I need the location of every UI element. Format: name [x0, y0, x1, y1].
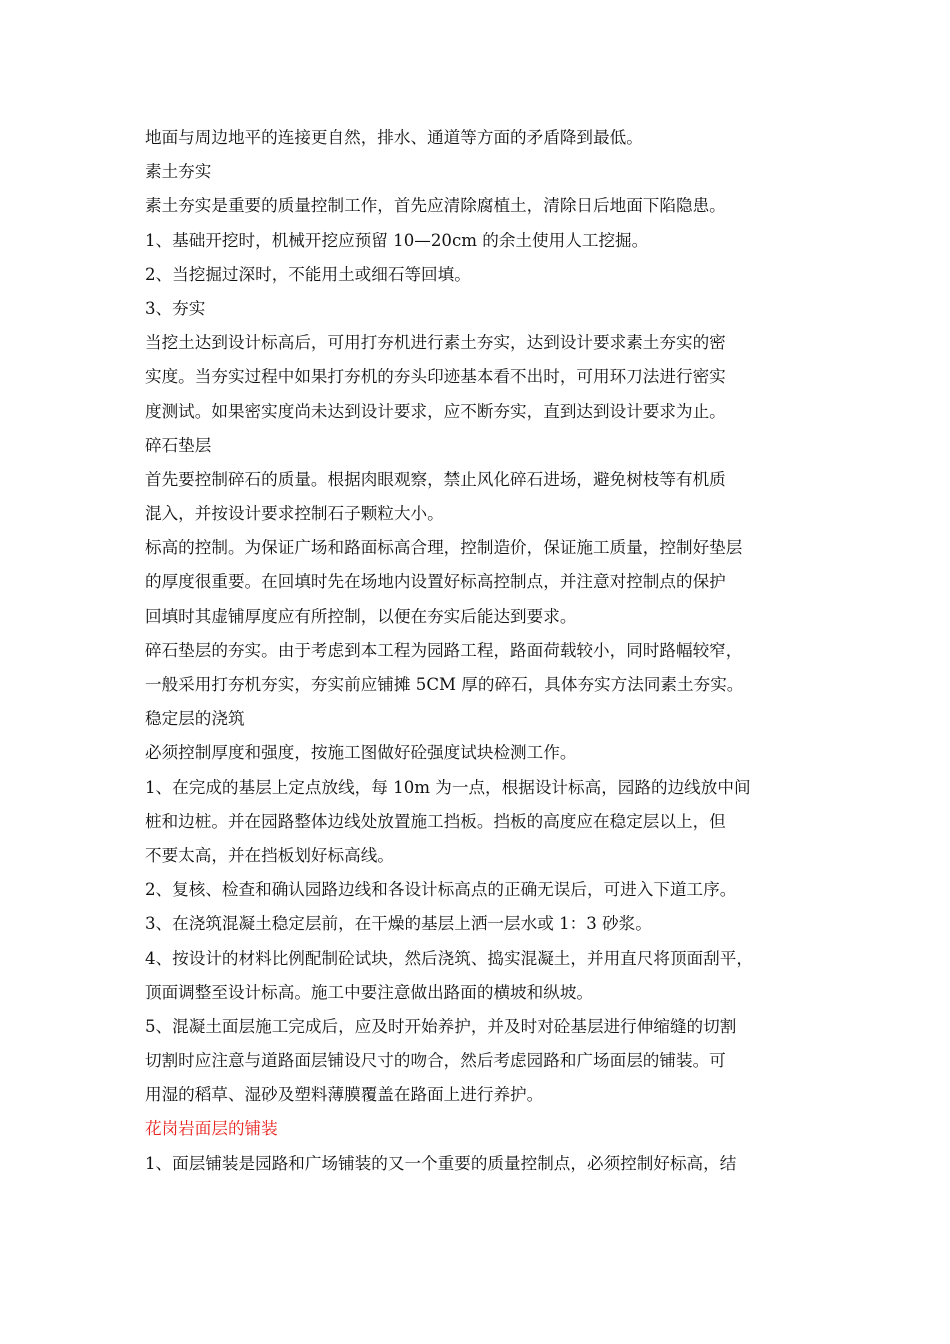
text-line: 素土夯实: [145, 162, 212, 182]
text-line: 当挖土达到设计标高后，可用打夯机进行素土夯实，达到设计要求素土夯实的密: [145, 333, 726, 353]
text-line: 5、混凝土面层施工完成后，应及时开始养护，并及时对砼基层进行伸缩缝的切割: [145, 1016, 737, 1036]
text-line: 顶面调整至设计标高。施工中要注意做出路面的横坡和纵坡。: [145, 982, 594, 1002]
text-line: 必须控制厚度和强度，按施工图做好砼强度试块检测工作。: [145, 743, 577, 763]
text-line: 不要太高，并在挡板划好标高线。: [145, 845, 394, 865]
text-line: 1、在完成的基层上定点放线，每 10m 为一点，根据设计标高，园路的边线放中间: [145, 777, 751, 797]
text-line: 2、当挖掘过深时，不能用土或细石等回填。: [145, 264, 471, 284]
text-line: 1、基础开挖时，机械开挖应预留 10—20cm 的余土使用人工挖掘。: [145, 230, 649, 250]
text-line: 首先要控制碎石的质量。根据肉眼观察，禁止风化碎石进场，避免树枝等有机质: [145, 469, 726, 489]
text-line: 3、在浇筑混凝土稳定层前，在干燥的基层上洒一层水或 1：3 砂浆。: [145, 914, 652, 934]
text-line: 3、夯实: [145, 298, 206, 318]
section-heading-red: 花岗岩面层的铺装: [145, 1119, 278, 1139]
text-line: 度测试。如果密实度尚未达到设计要求，应不断夯实，直到达到设计要求为止。: [145, 401, 726, 421]
text-line: 混入，并按设计要求控制石子颗粒大小。: [145, 504, 444, 524]
text-line: 碎石垫层的夯实。由于考虑到本工程为园路工程，路面荷载较小，同时路幅较窄，: [145, 640, 743, 660]
text-line: 地面与周边地平的连接更自然，排水、通道等方面的矛盾降到最低。: [145, 128, 643, 147]
text-line: 用湿的稻草、湿砂及塑料薄膜覆盖在路面上进行养护。: [145, 1085, 544, 1105]
text-line: 实度。当夯实过程中如果打夯机的夯头印迹基本看不出时，可用环刀法进行密实: [145, 367, 726, 387]
text-line: 标高的控制。为保证广场和路面标高合理，控制造价，保证施工质量，控制好垫层: [145, 538, 743, 558]
text-line: 稳定层的浇筑: [145, 709, 245, 729]
text-line: 碎石垫层: [145, 435, 212, 455]
text-line: 桩和边桩。并在园路整体边线处放置施工挡板。挡板的高度应在稳定层以上，但: [145, 811, 726, 831]
text-line: 回填时其虚铺厚度应有所控制，以便在夯实后能达到要求。: [145, 606, 577, 626]
text-line: 一般采用打夯机夯实，夯实前应铺摊 5CM 厚的碎石，具体夯实方法同素土夯实。: [145, 675, 744, 694]
text-line: 素土夯实是重要的质量控制工作，首先应清除腐植土，清除日后地面下陷隐患。: [145, 196, 726, 216]
text-line: 切割时应注意与道路面层铺设尺寸的吻合，然后考虑园路和广场面层的铺装。可: [145, 1051, 726, 1071]
text-line: 的厚度很重要。在回填时先在场地内设置好标高控制点，并注意对控制点的保护: [145, 572, 726, 592]
document-body: [145, 121, 810, 1181]
text-line: 1、面层铺装是园路和广场铺装的又一个重要的质量控制点，必须控制好标高，结: [145, 1153, 737, 1173]
text-line: 2、复核、检查和确认园路边线和各设计标高点的正确无误后，可进入下道工序。: [145, 880, 737, 900]
text-line: 4、按设计的材料比例配制砼试块，然后浇筑、捣实混凝土，并用直尺将顶面刮平，: [145, 948, 753, 968]
